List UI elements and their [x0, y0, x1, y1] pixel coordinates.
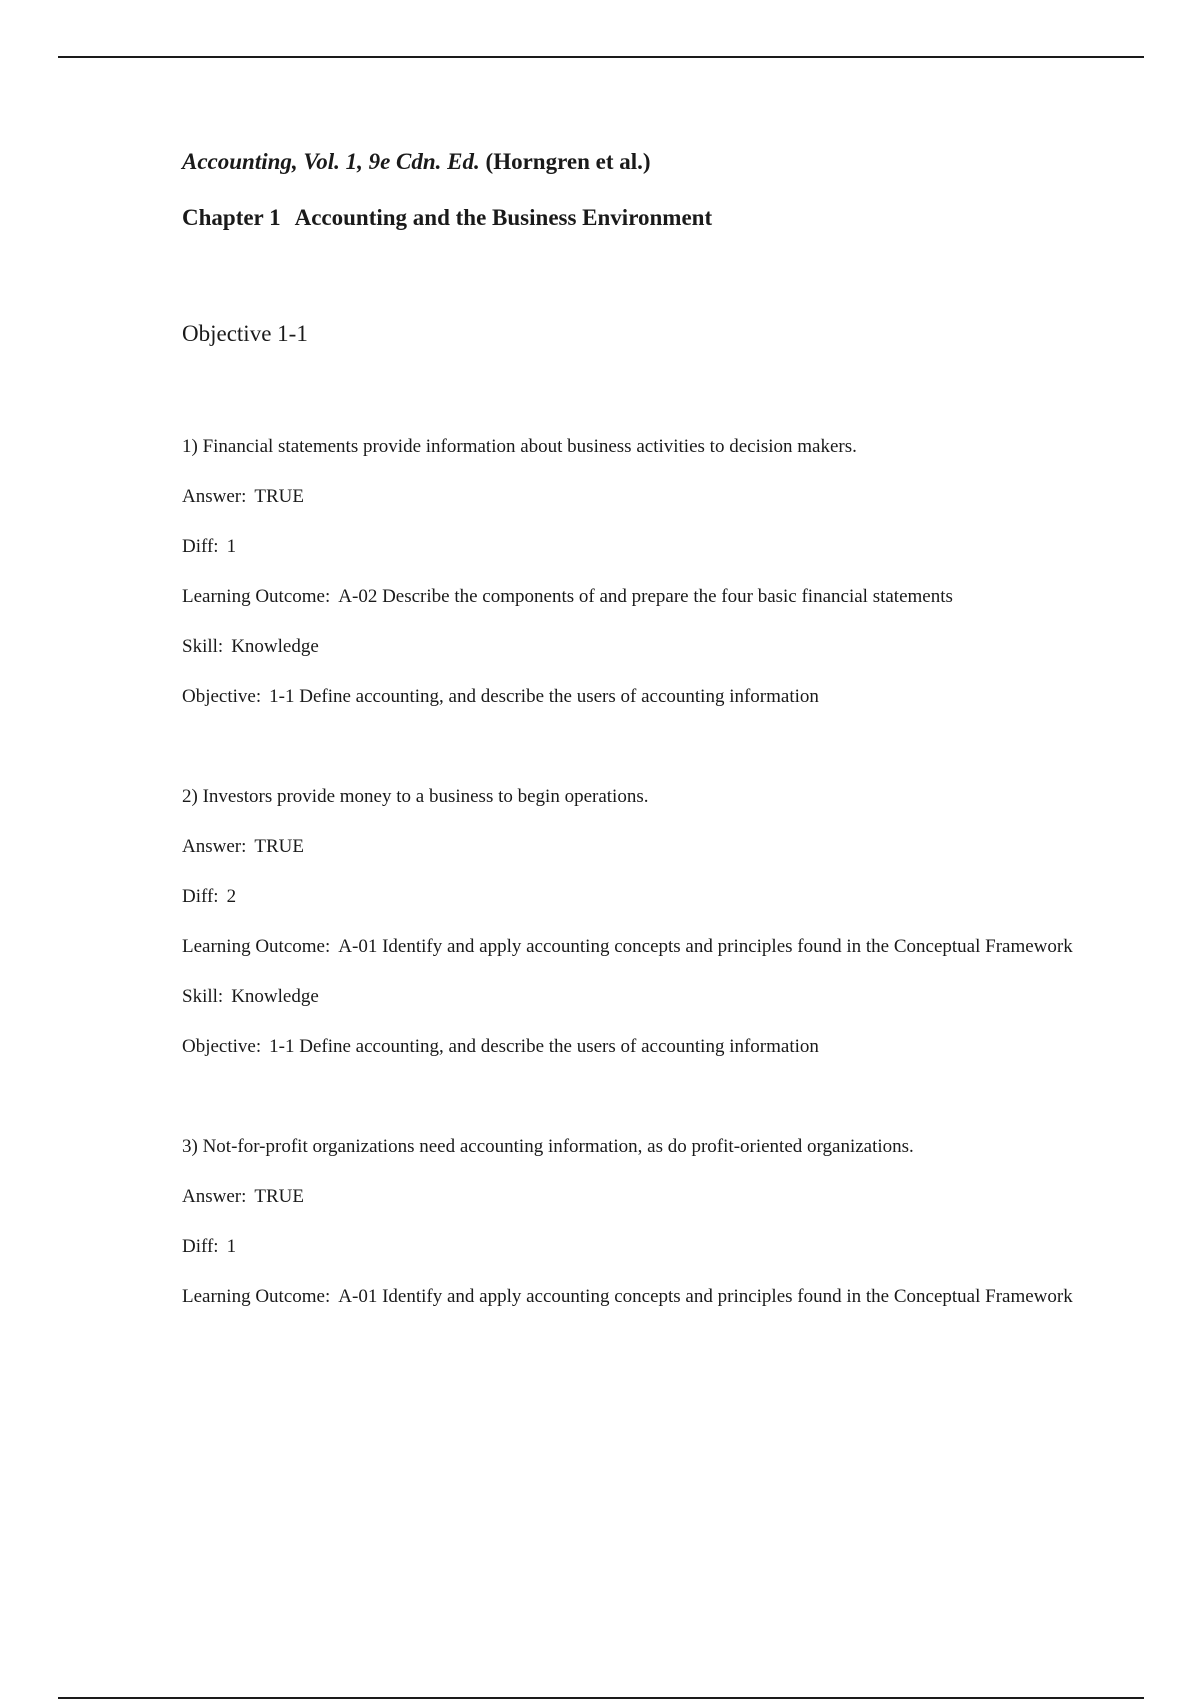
learning-outcome-label: Learning Outcome:: [182, 1286, 331, 1307]
diff-value: 1: [226, 1236, 237, 1257]
document-body: [182, 146, 1082, 1382]
learning-outcome-label: Learning Outcome:: [182, 936, 331, 957]
answer-line: [182, 832, 1082, 862]
question-list: [182, 432, 1082, 1312]
objective-label: Objective:: [182, 686, 262, 707]
answer-label: Answer:: [182, 836, 247, 857]
question-text: 3) Not-for-profit organizations need accounting information, as do profit-oriented organizations.: [182, 1136, 914, 1157]
question-3: [182, 1132, 1082, 1312]
chapter-title-line: [182, 202, 1082, 234]
objective-line: [182, 1032, 1082, 1062]
diff-value: 2: [226, 886, 237, 907]
diff-line: [182, 882, 1082, 912]
skill-label: Skill:: [182, 636, 224, 657]
objective-value: 1-1 Define accounting, and describe the users of accounting information: [269, 686, 819, 707]
bottom-rule: [58, 1697, 1144, 1699]
learning-outcome-value: A-01 Identify and apply accounting concepts and principles found in the Conceptual Framework: [338, 1286, 1073, 1307]
book-authors: (Horngren et al.): [485, 149, 651, 174]
diff-line: [182, 532, 1082, 562]
objective-value: 1-1 Define accounting, and describe the users of accounting information: [269, 1036, 819, 1057]
diff-label: Diff:: [182, 886, 219, 907]
skill-line: [182, 632, 1082, 662]
learning-outcome-line: [182, 582, 1082, 612]
answer-label: Answer:: [182, 1186, 247, 1207]
objective-heading: Objective 1-1: [182, 321, 308, 346]
diff-label: Diff:: [182, 536, 219, 557]
learning-outcome-line: [182, 1282, 1082, 1312]
question-text: 1) Financial statements provide information about business activities to decision makers.: [182, 436, 857, 457]
learning-outcome-label: Learning Outcome:: [182, 586, 331, 607]
top-rule: [58, 56, 1144, 58]
answer-line: [182, 482, 1082, 512]
answer-value: TRUE: [254, 836, 304, 857]
objective-label: Objective:: [182, 1036, 262, 1057]
learning-outcome-value: A-02 Describe the components of and prepare the four basic financial statements: [338, 586, 953, 607]
answer-label: Answer:: [182, 486, 247, 507]
skill-label: Skill:: [182, 986, 224, 1007]
book-title: Accounting, Vol. 1, 9e Cdn. Ed.: [182, 149, 480, 174]
answer-value: TRUE: [254, 1186, 304, 1207]
learning-outcome-line: [182, 932, 1082, 962]
question-1: [182, 432, 1082, 712]
chapter-number: Chapter 1: [182, 205, 281, 230]
question-2: [182, 782, 1082, 1062]
question-text: 2) Investors provide money to a business to begin operations.: [182, 786, 649, 807]
chapter-title: Accounting and the Business Environment: [294, 205, 713, 230]
diff-value: 1: [226, 536, 237, 557]
learning-outcome-value: A-01 Identify and apply accounting concepts and principles found in the Conceptual Framework: [338, 936, 1073, 957]
diff-line: [182, 1232, 1082, 1262]
answer-line: [182, 1182, 1082, 1212]
diff-label: Diff:: [182, 1236, 219, 1257]
skill-value: Knowledge: [231, 986, 319, 1007]
book-title-line: [182, 146, 1082, 178]
objective-line: [182, 682, 1082, 712]
skill-line: [182, 982, 1082, 1012]
skill-value: Knowledge: [231, 636, 319, 657]
answer-value: TRUE: [254, 486, 304, 507]
